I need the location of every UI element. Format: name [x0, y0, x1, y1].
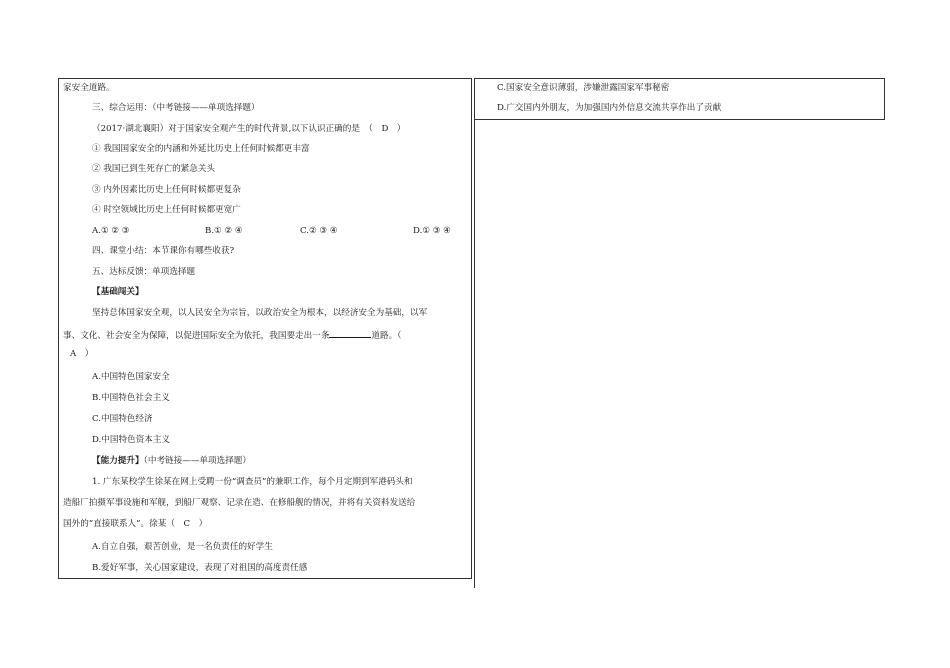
- ability-suffix: （中考链接——单项选择题）: [143, 456, 251, 466]
- q1-option-d: D.① ③ ④: [413, 226, 451, 236]
- q1-item-1: ① 我国国家安全的内涵和外延比历史上任何时候都更丰富: [92, 144, 310, 154]
- basic-answer: A ）: [70, 349, 94, 359]
- ability-question-line1: 1. 广东某校学生徐某在网上受聘一份“调查员”的兼职工作，每个月定期到军港码头和: [92, 477, 413, 487]
- q1-item-2: ② 我国已到生死存亡的紧急关头: [92, 164, 216, 174]
- ability-question-line2: 造船厂拍摄军事设施和军舰，到船厂观察、记录在造、在修船舰的情况，并将有关资料发送给: [63, 498, 416, 508]
- q1-item-3: ③ 内外因素比历史上任何时候都更复杂: [92, 185, 241, 195]
- q1-option-b: B.① ② ④: [205, 226, 243, 236]
- ability-label: 【能力提升】: [92, 456, 144, 466]
- answer-blank: [329, 328, 371, 338]
- column-divider: [474, 120, 475, 588]
- ability-question-line3: 国外的“直接联系人”。徐某（ C ）: [63, 519, 208, 529]
- q1-option-a: A.① ② ③: [92, 226, 130, 236]
- basic-question-line2-text: 事、文化、社会安全为保障，以促进国际安全为依托，我国要走出一条: [63, 331, 330, 341]
- basic-option-d: D.中国特色资本主义: [92, 435, 171, 445]
- basic-option-a: A.中国特色国家安全: [92, 372, 170, 382]
- section4-summary: 四、课堂小结：本节课你有哪些收获?: [92, 246, 235, 256]
- ability-heading: [92, 455, 251, 467]
- ability-option-b: B.爱好军事，关心国家建设，表现了对祖国的高度责任感: [92, 563, 308, 573]
- basic-question-line1: 坚持总体国家安全观，以人民安全为宗旨，以政治安全为根本，以经济安全为基础，以军: [92, 308, 428, 318]
- q1-option-c: C.② ③ ④: [300, 226, 338, 236]
- q1-stem: （2017·湖北襄阳）对于国家安全观产生的时代背景,以下认识正确的是 （ D ）: [92, 124, 406, 134]
- section3-title: 三、综合运用：（中考链接——单项选择题）: [92, 103, 260, 113]
- basic-question-line2-end: 道路。（: [371, 331, 402, 341]
- basic-question-line2: [63, 328, 402, 342]
- basic-option-c: C.中国特色经济: [92, 414, 153, 424]
- ability-option-a: A.自立自强，艰苦创业，是一名负责任的好学生: [92, 542, 273, 552]
- basic-label: 【基础闯关】: [92, 287, 144, 297]
- intro-tail: 家安全道路。: [63, 83, 115, 93]
- section5-feedback: 五、达标反馈：单项选择题: [92, 267, 196, 277]
- ability-option-c: C.国家安全意识薄弱，涉嫌泄露国家军事秘密: [497, 83, 670, 93]
- ability-option-d: D.广交国内外朋友，为加强国内外信息交流共享作出了贡献: [497, 103, 722, 113]
- q1-item-4: ④ 时空领域比历史上任何时候都更宽广: [92, 205, 241, 215]
- basic-option-b: B.中国特色社会主义: [92, 393, 170, 403]
